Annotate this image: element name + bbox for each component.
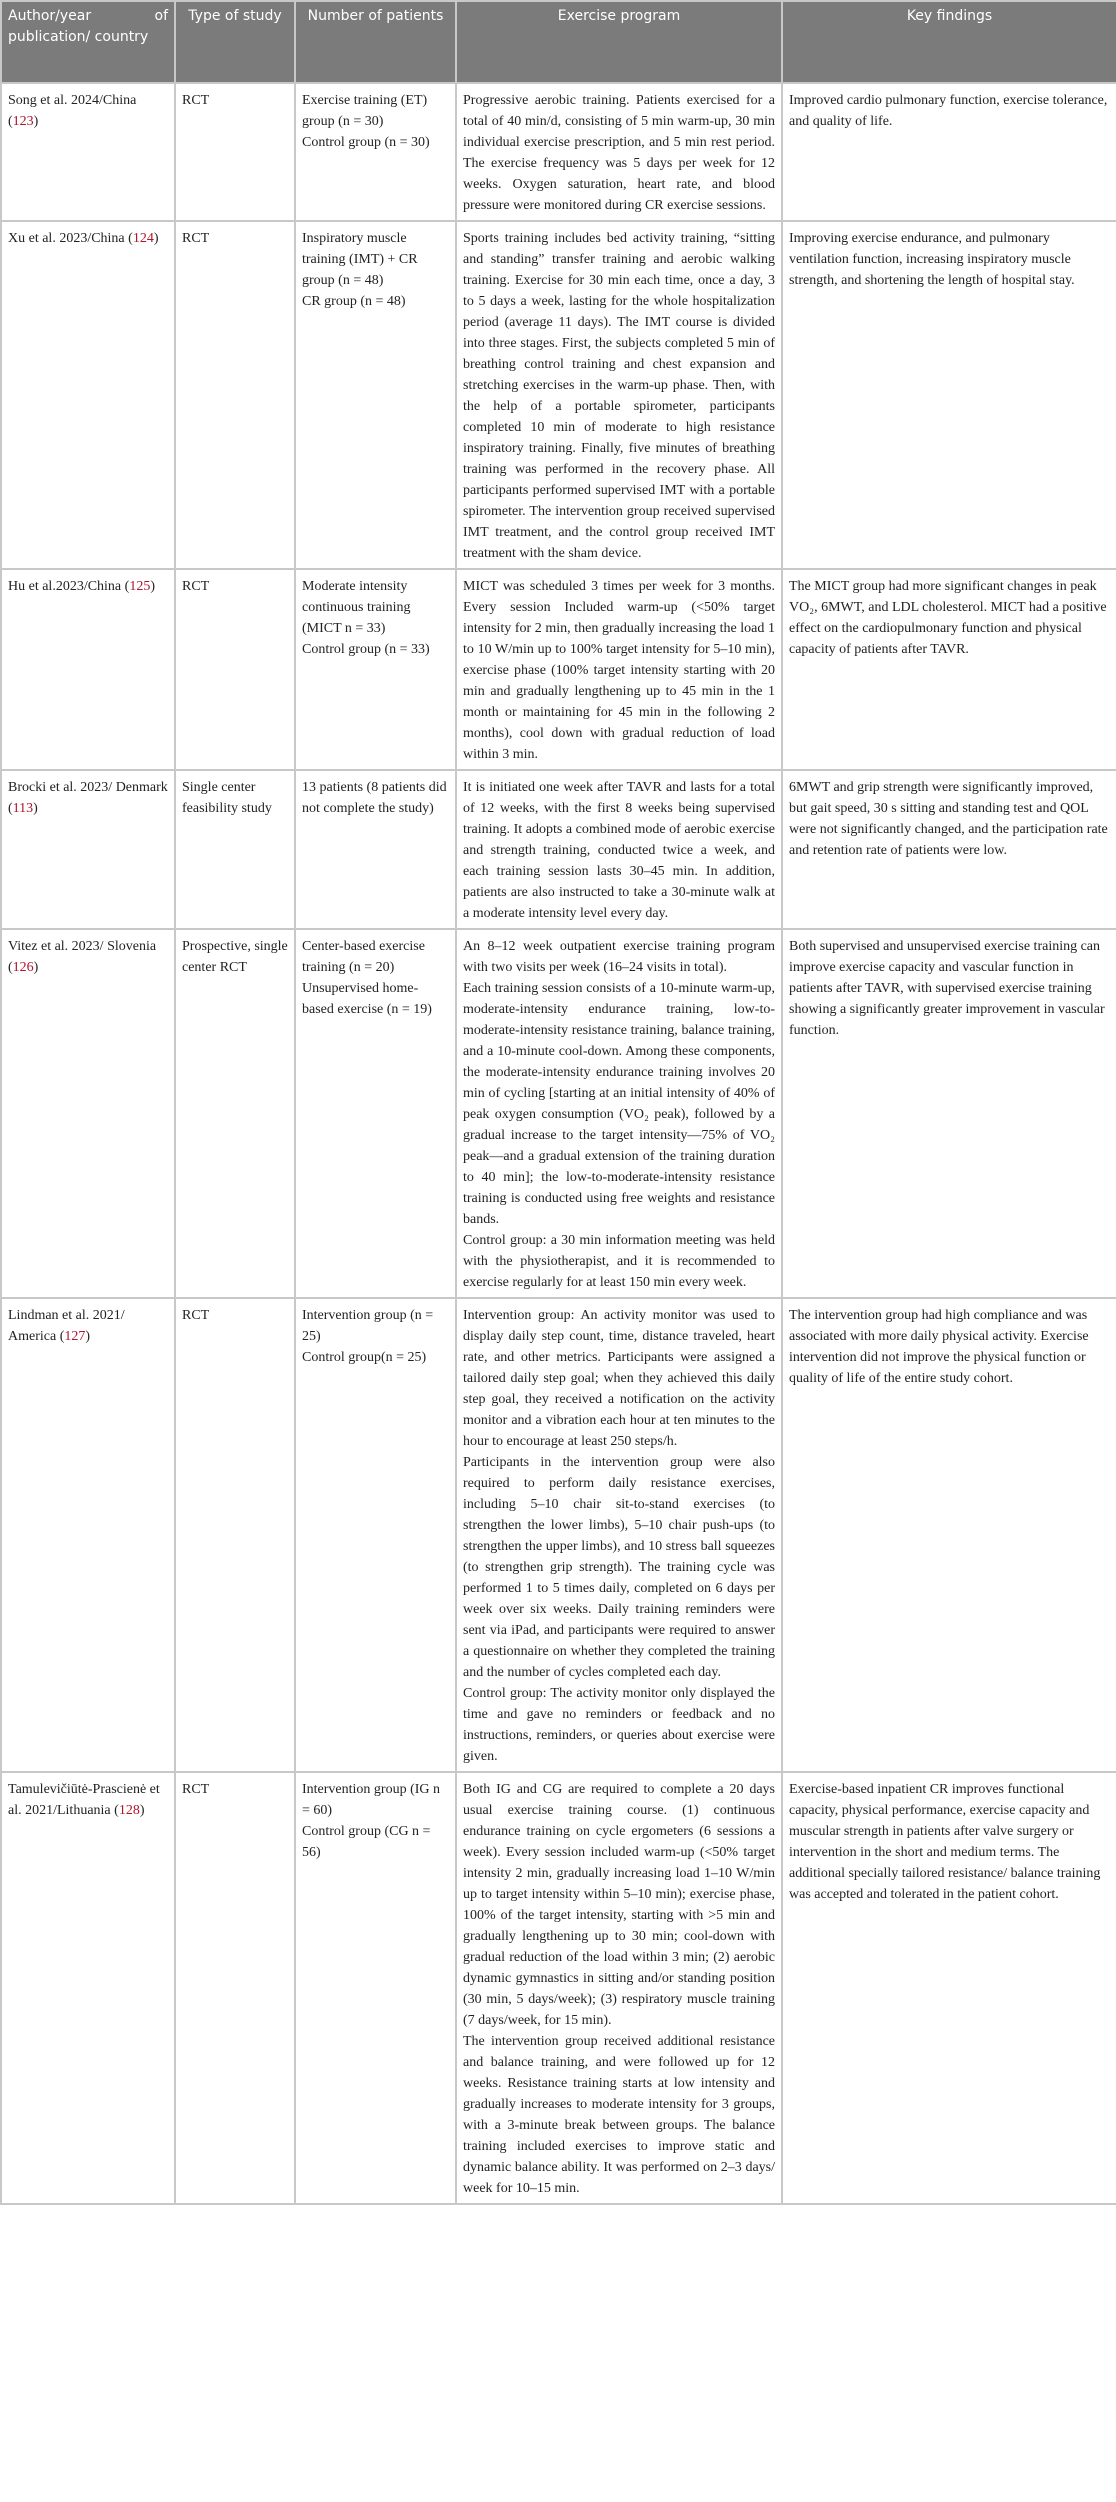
table-row [1,1772,1116,2204]
author-cell: Tamulevičiūtė-Prascienė et al. 2021/Lithuania (128) [1,1772,175,2204]
program-paragraph: Control group: The activity monitor only displayed the time and gave no reminders or feedback and no instructions, reminders, or queries about exercise were given. [463,1686,775,1764]
study-type: RCT [182,93,210,108]
reference-link[interactable]: 125 [129,579,151,594]
table-row [1,83,1116,221]
patient-group: Exercise training (ET) group (n = 30) [302,93,428,129]
header-row [1,1,1116,83]
author-cell: Song et al. 2024/China (123) [1,83,175,221]
program-cell [456,569,782,770]
program-paragraph: Intervention group: An activity monitor was used to display daily step count, time, distance traveled, heart rate, and other metrics. Participants were assigned a tailored daily step goal; when they achieved this daily step goal, they received a notification on the activity monitor and a vibration each hour at ten minutes to the hour to encourage at least 250 steps/h. [463,1308,775,1449]
findings-cell [782,1772,1116,2204]
study-type: RCT [182,1782,210,1797]
reference-link[interactable]: 127 [64,1329,86,1344]
patient-group: 13 patients (8 patients did not complete the study) [302,780,447,816]
author-text: Brocki et al. 2023/ Denmark [8,780,168,795]
finding-paragraph: Improved cardio pulmonary function, exercise tolerance, and quality of life. [789,93,1108,129]
findings-cell [782,1298,1116,1772]
header-author: Author/year of publication/ country [1,1,175,83]
finding-paragraph: 6MWT and grip strength were significantly improved, but gait speed, 30 s sitting and standing test and QOL were not significantly changed, and the participation rate and retention rate of patients were low. [789,780,1108,858]
program-paragraph: The intervention group received additional resistance and balance training, and were followed up for 12 weeks. Resistance training starts at low intensity and gradually increases to moderate intensity for 3 groups, with a 3-minute break between groups. The balance training included exercises to improve static and dynamic balance ability. It was performed on 2–3 days/ week for 10–15 min. [463,2034,775,2196]
finding-paragraph: Exercise-based inpatient CR improves functional capacity, physical performance, exercise capacity and muscular strength in patients after valve surgery or intervention in the short and medium terms. The additional specially tailored resistance/ balance training was accepted and tolerated in the patient cohort. [789,1782,1101,1902]
patients-cell [295,929,456,1298]
patient-group: Center-based exercise training (n = 20) [302,939,425,975]
program-paragraph: It is initiated one week after TAVR and lasts for a total of 12 weeks, with the first 8 weeks being supervised training. It adopts a combined mode of aerobic exercise and strength training, conducted twice a week, and each training session lasts 30–45 min. In addition, patients are also instructed to take a 30-minute walk at a moderate intensity level every day. [463,780,775,921]
patient-group: Inspiratory muscle training (IMT) + CR group (n = 48) [302,231,418,288]
header-type: Type of study [175,1,295,83]
author-text: Lindman et al. 2021/ America [8,1308,125,1344]
patients-cell [295,221,456,569]
study-type: RCT [182,579,210,594]
author-cell: Brocki et al. 2023/ Denmark (113) [1,770,175,929]
findings-cell [782,569,1116,770]
program-cell [456,770,782,929]
author-text: Hu et al.2023/China [8,579,122,594]
author-cell: Lindman et al. 2021/ America (127) [1,1298,175,1772]
patients-cell [295,1298,456,1772]
program-cell [456,929,782,1298]
patient-group: Control group (n = 33) [302,642,430,657]
table-row [1,770,1116,929]
study-type: Prospective, single center RCT [182,939,288,975]
patient-group: Unsupervised home-based exercise (n = 19) [302,981,432,1017]
study-type: Single center feasibility study [182,780,272,816]
program-paragraph: An 8–12 week outpatient exercise training program with two visits per week (16–24 visits in total). [463,939,775,975]
study-type-cell [175,1772,295,2204]
program-cell [456,221,782,569]
findings-cell [782,929,1116,1298]
program-cell [456,1298,782,1772]
patient-group: Control group (n = 30) [302,135,430,150]
author-cell: Xu et al. 2023/China (124) [1,221,175,569]
author-text: Xu et al. 2023/China [8,231,125,246]
program-paragraph: Control group: a 30 min information meeting was held with the physiotherapist, and it is recommended to exercise regularly for at least 150 min every week. [463,1233,775,1290]
patients-cell [295,770,456,929]
reference-link[interactable]: 126 [12,960,34,975]
program-paragraph: Sports training includes bed activity training, “sitting and standing” transfer training and aerobic walking training. Exercise for 30 min each time, once a day, 3 to 5 days a week, lasting for the whole hospitalization period (average 11 days). The IMT course is divided into three stages. First, the subjects completed 5 min of breathing control training and chest expansion and stretching exercises in the warm-up phase. Then, with the help of a portable spirometer, participants completed 10 min of moderate to high resistance inspiratory training. Finally, five minutes of breathing training was performed in the recovery phase. All participants performed supervised IMT with a portable spirometer. The intervention group received supervised IMT treatment, and the control group received IMT treatment with the sham device. [463,231,775,561]
patients-cell [295,1772,456,2204]
program-cell [456,83,782,221]
header-program: Exercise program [456,1,782,83]
finding-paragraph: The intervention group had high compliance and was associated with more daily physical activity. Exercise intervention did not improve the physical function or quality of life of the entire study cohort. [789,1308,1089,1386]
author-text: Song et al. 2024/China [8,93,137,108]
study-type-cell [175,221,295,569]
finding-paragraph: Improving exercise endurance, and pulmonary ventilation function, increasing inspiratory muscle strength, and shortening the length of hospital stay. [789,231,1075,288]
study-type-cell [175,83,295,221]
table-row [1,221,1116,569]
study-type: RCT [182,231,210,246]
patient-group: Moderate intensity continuous training (MICT n = 33) [302,579,411,636]
table-row [1,1298,1116,1772]
program-paragraph: Each training session consists of a 10-minute warm-up, moderate-intensity endurance training, low-to-moderate-intensity resistance training, balance training, and a 10-minute cool-down. Among these components, the moderate-intensity endurance training involves 20 min of cycling [starting at an initial intensity of 40% of peak oxygen consumption (VO₂ peak), followed by a gradual increase to the target intensity—75% of VO₂ peak—and a gradual extension of the training duration to 40 min]; the low-to-moderate-intensity resistance training is conducted using free weights and resistance bands. [463,981,775,1227]
program-cell [456,1772,782,2204]
patient-group: Control group (CG n = 56) [302,1824,431,1860]
program-paragraph: Both IG and CG are required to complete a 20 days usual exercise training course. (1) continuous endurance training on cycle ergometers (6 sessions a week). Every session included warm-up (<50% target intensity 2 min, gradually increasing load 1–10 W/min up to target intensity within 5–10 min); exercise phase, 100% of the target intensity, starting with >5 min and gradually lengthening up to 30 min; cool-down with gradual reduction of the load within 3 min; (2) aerobic dynamic gymnastics in sitting and/or standing position (30 min, 5 days/week); (3) respiratory muscle training (7 days/week, for 15 min). [463,1782,775,2028]
study-type-cell [175,569,295,770]
finding-paragraph: Both supervised and unsupervised exercise training can improve exercise capacity and vascular function in patients after TAVR, with supervised exercise training showing a significantly greater improvement in vascular function. [789,939,1105,1038]
reference-link[interactable]: 128 [118,1803,140,1818]
reference-link[interactable]: 124 [132,231,154,246]
patients-cell [295,569,456,770]
header-findings: Key findings [782,1,1116,83]
study-type-cell [175,929,295,1298]
table-row [1,569,1116,770]
study-type-cell [175,770,295,929]
patient-group: Intervention group (IG n = 60) [302,1782,441,1818]
author-text: Vitez et al. 2023/ Slovenia [8,939,157,954]
author-text: Tamulevičiūtė-Prascienė et al. 2021/Lithuania [8,1782,160,1818]
program-paragraph: Participants in the intervention group were also required to perform daily resistance exercises, including 5–10 chair sit-to-stand exercises (to strengthen the lower limbs), 5–10 chair push-ups (to strengthen the upper limbs), and 10 stress ball squeezes (to strengthen grip strength). The training cycle was performed 1 to 5 times daily, completed on 6 days per week over six weeks. Daily training reminders were sent via iPad, and participants were required to answer a questionnaire on whether they completed the training and the number of cycles completed each day. [463,1455,775,1680]
patient-group: Intervention group (n = 25) [302,1308,434,1344]
program-paragraph: Progressive aerobic training. Patients exercised for a total of 40 min/d, consisting of 5 min warm-up, 30 min individual exercise prescription, and 5 min rest period. The exercise frequency was 5 days per week for 12 weeks. Oxygen saturation, heart rate, and blood pressure were monitored during CR exercise sessions. [463,93,775,213]
program-paragraph: MICT was scheduled 3 times per week for 3 months. Every session Included warm-up (<50% target intensity for 2 min, then gradually increasing the load 1 to 10 W/min up to 100% target intensity for 5–10 min), exercise phase (100% target intensity starting with 20 min and gradually lengthening up to 45 min in the 1 month or maintaining for 45 min in the following 2 months), cool down with gradual reduction of load within 3 min. [463,579,775,762]
study-type: RCT [182,1308,210,1323]
header-patients: Number of patients [295,1,456,83]
author-cell: Hu et al.2023/China (125) [1,569,175,770]
finding-paragraph: The MICT group had more significant changes in peak VO₂, 6MWT, and LDL cholesterol. MICT had a positive effect on the cardiopulmonary function and physical capacity of patients after TAVR. [789,579,1107,657]
study-type-cell [175,1298,295,1772]
author-cell: Vitez et al. 2023/ Slovenia (126) [1,929,175,1298]
findings-cell [782,83,1116,221]
patients-cell [295,83,456,221]
patient-group: CR group (n = 48) [302,294,406,309]
findings-cell [782,770,1116,929]
table-row [1,929,1116,1298]
findings-cell [782,221,1116,569]
reference-link[interactable]: 113 [12,801,34,816]
patient-group: Control group(n = 25) [302,1350,427,1365]
reference-link[interactable]: 123 [12,114,34,129]
